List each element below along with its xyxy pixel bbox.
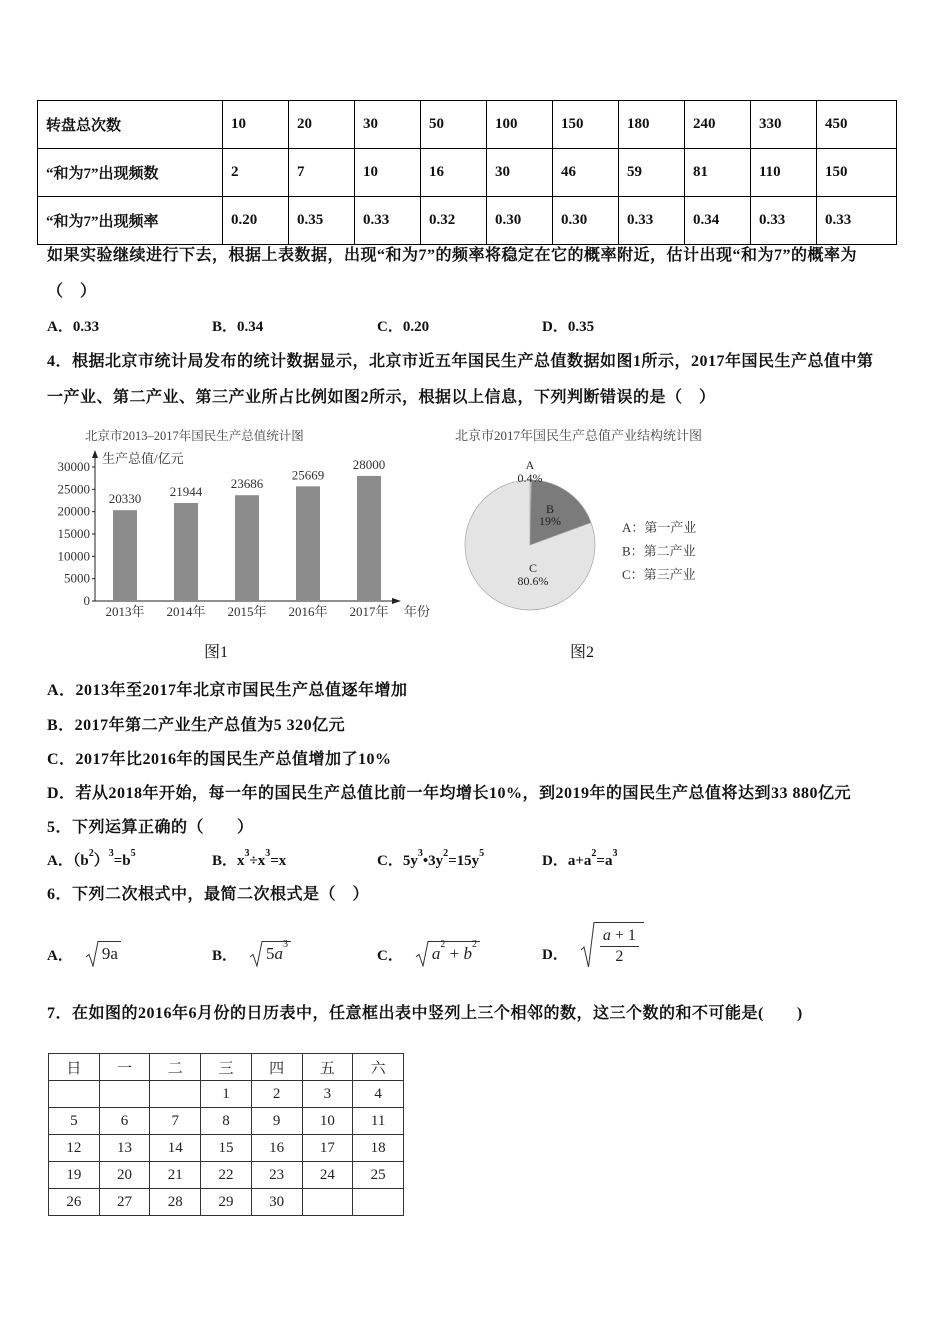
pie-legend-item: C：第三产业 — [622, 567, 696, 582]
calendar-day — [302, 1189, 353, 1216]
radical-sign — [580, 922, 595, 968]
calendar-week-row — [49, 1108, 404, 1135]
pie-slice-letter: C — [528, 561, 538, 575]
calendar-day: 11 — [353, 1108, 404, 1135]
calendar-weekday: 二 — [150, 1054, 201, 1081]
frequency-cell: 450 — [817, 101, 897, 149]
frequency-cell: 100 — [487, 101, 553, 149]
q5-option-b — [212, 848, 287, 871]
frequency-cell: 30 — [487, 149, 553, 197]
industry-pie-chart — [450, 425, 750, 625]
calendar-day: 4 — [353, 1081, 404, 1108]
x-tick-label: 2015年 — [227, 604, 267, 619]
radical-sign — [85, 941, 99, 967]
calendar-day: 26 — [49, 1189, 100, 1216]
calendar-header-row — [49, 1054, 404, 1081]
q3-option-b: B．0.34 — [212, 319, 264, 335]
calendar-weekday: 三 — [201, 1054, 252, 1081]
q5-option-text: 5 — [479, 848, 485, 859]
calendar-day: 1 — [201, 1081, 252, 1108]
radicand — [429, 941, 480, 966]
radical-sign-stroke — [250, 942, 263, 967]
calendar-weekday: 六 — [353, 1054, 404, 1081]
frequency-cell: 110 — [751, 149, 817, 197]
calendar-day: 29 — [201, 1189, 252, 1216]
frequency-table — [37, 100, 897, 245]
pie-slice-value: 19% — [539, 514, 561, 528]
q6-option-d — [542, 921, 644, 969]
calendar-day: 14 — [150, 1135, 201, 1162]
calendar-day: 7 — [150, 1108, 201, 1135]
calendar-day: 3 — [302, 1081, 353, 1108]
radicand-text: a — [431, 944, 441, 963]
q5-option-text: ） — [93, 853, 109, 869]
y-tick-label: 20000 — [57, 503, 90, 519]
y-tick-label: 25000 — [57, 481, 90, 497]
q5-option-text: =b — [113, 853, 131, 869]
fraction — [598, 925, 641, 967]
calendar-week-row — [49, 1162, 404, 1189]
frequency-cell: 10 — [355, 149, 421, 197]
q5-option-text: •3y — [422, 853, 444, 869]
calendar-day: 27 — [99, 1189, 150, 1216]
figure-1-caption: 图1 — [204, 644, 229, 661]
q4-option-b: B．2017年第二产业生产总值为5 320亿元 — [47, 717, 346, 734]
calendar-day — [99, 1081, 150, 1108]
radical-sign-stroke — [581, 923, 595, 968]
frequency-cell: 59 — [619, 149, 685, 197]
frequency-table-row — [38, 101, 897, 149]
frequency-cell: 150 — [817, 149, 897, 197]
radicand-text: 2 — [471, 939, 477, 950]
radicand-text: 5 — [266, 944, 275, 963]
q4-option-a: A．2013年至2017年北京市国民生产总值逐年增加 — [47, 682, 408, 699]
calendar-day — [150, 1081, 201, 1108]
frequency-cell: 330 — [751, 101, 817, 149]
numerator-text: + 1 — [610, 927, 636, 944]
y-tick-label: 5000 — [64, 570, 90, 586]
q3-answer-paren: （ ） — [47, 283, 97, 300]
q5-option-text: 2 — [591, 848, 597, 859]
q3-option-c: C．0.20 — [377, 319, 430, 335]
q6-option-label: D． — [542, 946, 568, 963]
frequency-cell: 46 — [553, 149, 619, 197]
x-axis-label: 年份 — [404, 604, 431, 619]
q5-option-text: 2 — [88, 848, 94, 859]
q6-option-b — [212, 940, 291, 968]
calendar-day: 25 — [353, 1162, 404, 1189]
q5-stem: 5．下列运算正确的（ ） — [47, 819, 254, 836]
q5-option-text: 3 — [417, 848, 423, 859]
calendar-day — [49, 1081, 100, 1108]
calendar-day: 23 — [251, 1162, 302, 1189]
q6-option-label: A． — [47, 947, 73, 964]
frequency-cell: 180 — [619, 101, 685, 149]
denominator-text: 2 — [615, 948, 624, 965]
frequency-cell: 240 — [685, 101, 751, 149]
figure-2-caption: 图2 — [570, 644, 595, 661]
q3-continuation-text: 如果实验继续进行下去，根据上表数据，出现“和为7”的频率将稳定在它的概率附近，估计出现“和为7”的概率为 — [47, 247, 858, 264]
frequency-cell: 20 — [289, 101, 355, 149]
square-root-expression — [249, 941, 291, 967]
square-root-expression — [415, 941, 480, 967]
radical-sign-stroke — [86, 942, 99, 967]
frequency-cell: 0.20 — [223, 197, 289, 245]
frequency-cell: 7 — [289, 149, 355, 197]
radicand — [263, 941, 291, 966]
chart-title: 北京市2013–2017年国民生产总值统计图 — [85, 429, 304, 443]
y-tick-label: 10000 — [57, 548, 90, 564]
bar — [296, 486, 320, 601]
june-2016-calendar — [48, 1053, 404, 1216]
calendar-day: 13 — [99, 1135, 150, 1162]
frequency-cell: 16 — [421, 149, 487, 197]
frequency-row-label: “和为7”出现频数 — [38, 149, 223, 197]
calendar-day: 19 — [49, 1162, 100, 1189]
q5-option-text: =x — [270, 853, 287, 869]
calendar-day: 28 — [150, 1189, 201, 1216]
radicand-text: a — [274, 944, 284, 963]
calendar-day: 24 — [302, 1162, 353, 1189]
y-axis-arrow — [92, 450, 98, 458]
x-tick-label: 2013年 — [105, 604, 145, 619]
q5-option-text: 3 — [612, 848, 618, 859]
frequency-cell: 0.32 — [421, 197, 487, 245]
calendar-weekday: 四 — [251, 1054, 302, 1081]
gdp-bar-chart — [40, 425, 440, 625]
calendar-day: 9 — [251, 1108, 302, 1135]
calendar-day: 6 — [99, 1108, 150, 1135]
frequency-row-label: 转盘总次数 — [38, 101, 223, 149]
radical-sign — [249, 941, 263, 967]
bar — [113, 510, 137, 601]
frequency-cell: 0.30 — [553, 197, 619, 245]
bar-value-label: 23686 — [230, 476, 264, 492]
calendar-weekday: 一 — [99, 1054, 150, 1081]
frequency-cell: 0.33 — [817, 197, 897, 245]
calendar-day: 15 — [201, 1135, 252, 1162]
bar-value-label: 20330 — [108, 491, 142, 507]
bar-value-label: 28000 — [352, 456, 386, 472]
frequency-table-body — [38, 101, 897, 245]
radicand — [595, 922, 644, 967]
q5-option-text: C．5y — [377, 853, 418, 869]
fraction-denominator — [600, 946, 639, 967]
q6-option-label: B． — [212, 947, 238, 964]
q5-option-c — [377, 848, 485, 871]
square-root-expression — [580, 922, 644, 968]
radical-sign — [415, 941, 429, 967]
q6-stem: 6．下列二次根式中，最简二次根式是（ ） — [47, 886, 370, 903]
calendar-weekday: 日 — [49, 1054, 100, 1081]
calendar-day: 20 — [99, 1162, 150, 1189]
q6-option-label: C． — [377, 947, 403, 964]
q4-stem-line-2: 一产业、第二产业、第三产业所占比例如图2所示，根据以上信息，下列判断错误的是（ ） — [47, 389, 716, 406]
calendar-day: 5 — [49, 1108, 100, 1135]
calendar-day: 12 — [49, 1135, 100, 1162]
q5-option-text: =15y — [448, 853, 480, 869]
bar — [235, 495, 259, 601]
bar-value-label: 25669 — [291, 467, 325, 483]
frequency-cell: 0.33 — [355, 197, 421, 245]
q4-option-d: D．若从2018年开始，每一年的国民生产总值比前一年均增长10%，到2019年的国民生产总值将达到33 880亿元 — [47, 785, 852, 802]
calendar-week-row — [49, 1189, 404, 1216]
calendar-week-row — [49, 1135, 404, 1162]
q5-option-text: ÷x — [249, 853, 266, 869]
y-tick-label: 0 — [83, 593, 90, 608]
pie-slice-value: 80.6% — [517, 574, 549, 588]
pie-slice-value: 0.4% — [517, 471, 543, 485]
frequency-cell: 81 — [685, 149, 751, 197]
frequency-cell: 0.33 — [751, 197, 817, 245]
fraction-numerator — [600, 925, 639, 946]
frequency-cell: 0.35 — [289, 197, 355, 245]
q6-option-a — [47, 940, 121, 968]
radical-sign-stroke — [416, 942, 429, 967]
calendar-weekday: 五 — [302, 1054, 353, 1081]
radicand — [99, 941, 121, 966]
q6-option-c — [377, 940, 480, 968]
frequency-cell: 0.34 — [685, 197, 751, 245]
square-root-expression — [85, 941, 121, 967]
frequency-cell: 2 — [223, 149, 289, 197]
q4-stem-line-1: 4．根据北京市统计局发布的统计数据显示，北京市近五年国民生产总值数据如图1所示，2017年国民生产总值中第 — [47, 353, 874, 370]
q5-option-d — [542, 848, 618, 871]
calendar-day: 17 — [302, 1135, 353, 1162]
q5-option-a — [47, 848, 136, 871]
frequency-table-row — [38, 197, 897, 245]
calendar-day: 16 — [251, 1135, 302, 1162]
calendar-day — [353, 1189, 404, 1216]
x-tick-label: 2014年 — [166, 604, 206, 619]
q5-option-text: A．（b — [47, 853, 89, 869]
q7-stem: 7．在如图的2016年6月份的日历表中，任意框出表中竖列上三个相邻的数，这三个数的和不可能是( ) — [47, 1005, 803, 1022]
pie-slice-letter: B — [545, 502, 555, 516]
frequency-cell: 0.30 — [487, 197, 553, 245]
q5-option-text: B．x — [212, 853, 245, 869]
frequency-cell: 0.33 — [619, 197, 685, 245]
calendar-day: 8 — [201, 1108, 252, 1135]
calendar-day: 22 — [201, 1162, 252, 1189]
calendar-week-row — [49, 1081, 404, 1108]
radicand-text: 2 — [440, 939, 446, 950]
q5-option-text: =a — [596, 853, 613, 869]
frequency-row-label: “和为7”出现频率 — [38, 197, 223, 245]
frequency-table-row — [38, 149, 897, 197]
pie-legend-item: B：第二产业 — [622, 543, 696, 559]
y-axis-label: 生产总值/亿元 — [102, 451, 184, 466]
calendar-day: 10 — [302, 1108, 353, 1135]
bar — [357, 476, 381, 601]
q3-option-a: A．0.33 — [47, 319, 100, 335]
q5-option-text: 2 — [443, 848, 449, 859]
q4-option-c: C．2017年比2016年的国民生产总值增加了10% — [47, 751, 392, 768]
pie-slice-letter: A — [525, 458, 535, 472]
pie-legend-item: A：第一产业 — [622, 520, 697, 535]
x-tick-label: 2016年 — [288, 604, 328, 619]
y-tick-label: 30000 — [57, 459, 90, 474]
q5-option-text: 3 — [244, 848, 250, 859]
radicand-text: 3 — [283, 939, 289, 950]
numerator-text: a — [602, 927, 611, 944]
x-axis-arrow — [392, 598, 401, 604]
x-tick-label: 2017年 — [349, 604, 389, 619]
frequency-cell: 30 — [355, 101, 421, 149]
calendar-day: 18 — [353, 1135, 404, 1162]
calendar-day: 2 — [251, 1081, 302, 1108]
q5-option-text: 3 — [265, 848, 271, 859]
radicand-text: + — [445, 944, 464, 963]
y-tick-label: 15000 — [57, 526, 90, 541]
bar — [174, 503, 198, 601]
frequency-cell: 50 — [421, 101, 487, 149]
q5-option-text: D．a+a — [542, 853, 592, 869]
chart-title: 北京市2017年国民生产总值产业结构统计图 — [455, 428, 703, 443]
calendar-body — [49, 1054, 404, 1216]
radicand-text: 9a — [101, 944, 118, 963]
calendar-day: 21 — [150, 1162, 201, 1189]
q3-option-d: D．0.35 — [542, 319, 595, 335]
frequency-cell: 150 — [553, 101, 619, 149]
q5-option-text: 3 — [108, 848, 114, 859]
radicand-text: b — [463, 944, 472, 963]
calendar-day: 30 — [251, 1189, 302, 1216]
bar-value-label: 21944 — [169, 483, 203, 499]
q5-option-text: 5 — [130, 848, 136, 859]
frequency-cell: 10 — [223, 101, 289, 149]
